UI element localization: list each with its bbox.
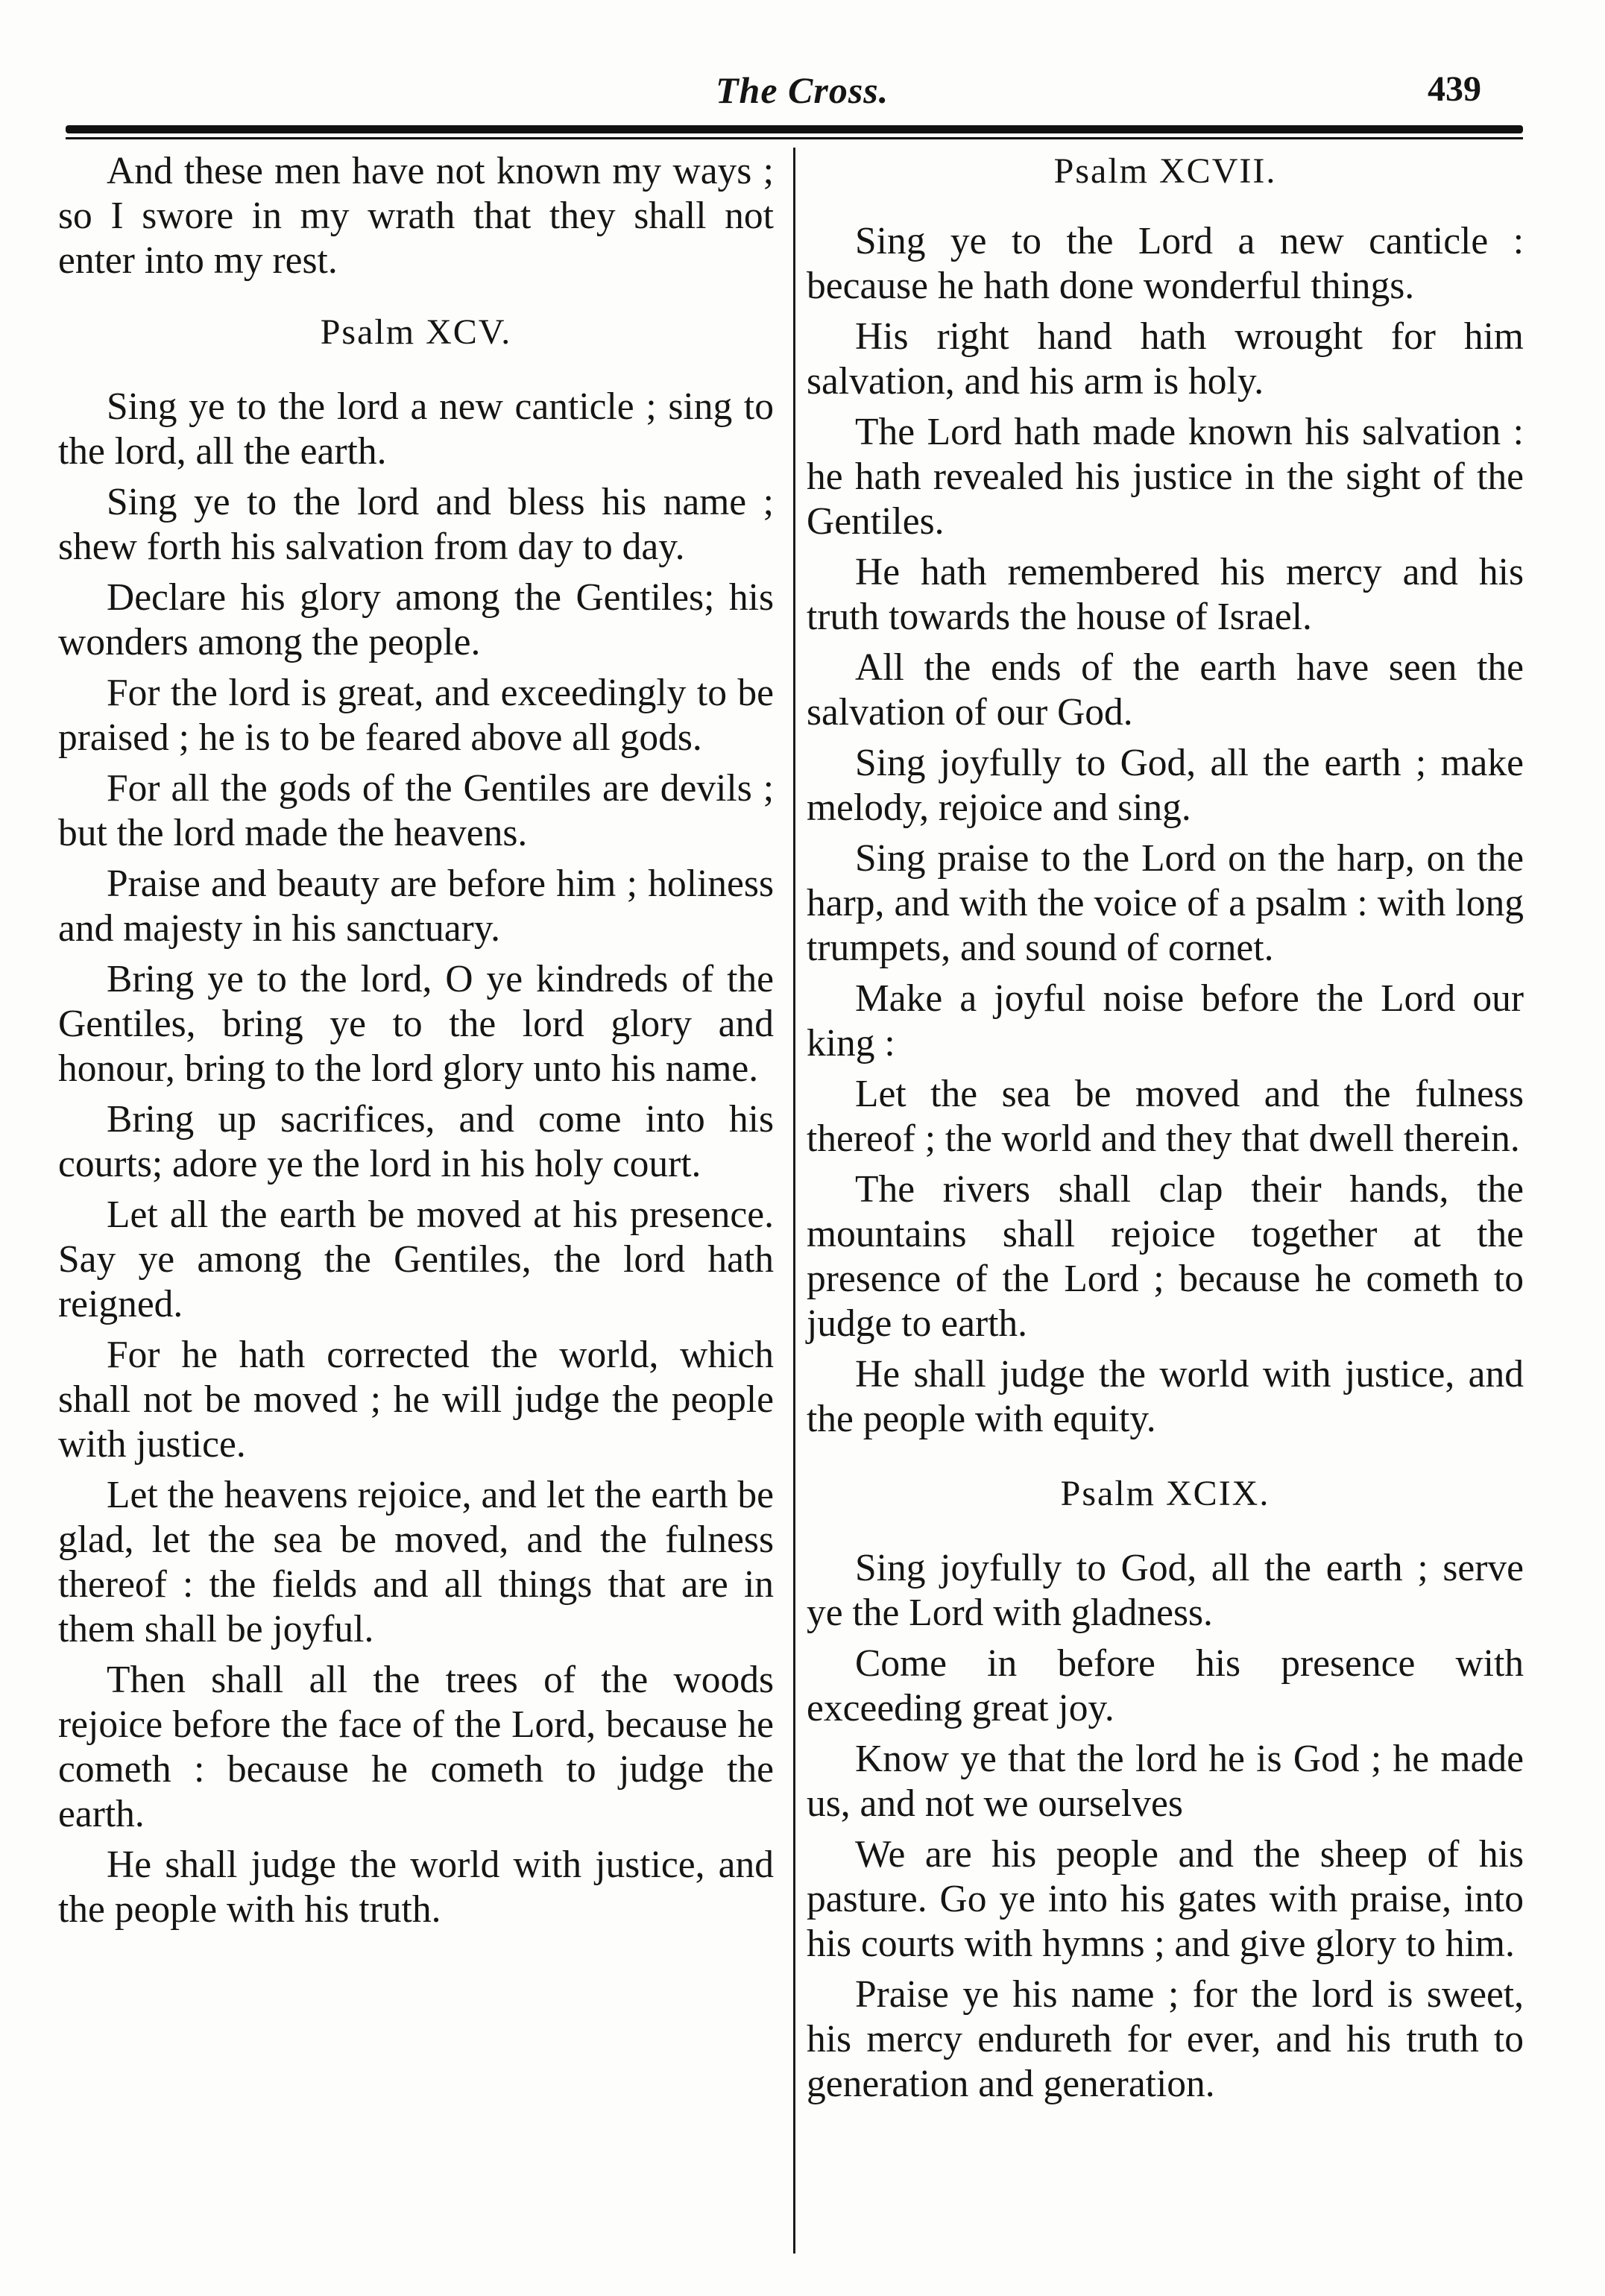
verse: His right hand hath wrought for him salvation, and his arm is holy.	[807, 315, 1524, 403]
page-number: 439	[1428, 69, 1481, 109]
verse: Praise and beauty are before him ; holiness and majesty in his sanctuary.	[58, 862, 774, 950]
verse: Sing ye to the Lord a new canticle : because he hath done wonderful things.	[807, 220, 1524, 307]
verse: Then shall all the trees of the woods rejoice before the face of the Lord, because he cometh : because he cometh to judge the earth.	[58, 1659, 774, 1835]
verse: Make a joyful noise before the Lord our king :	[807, 977, 1524, 1065]
verse: Let the heavens rejoice, and let the earth be glad, let the sea be moved, and the fulness thereof : the fields and all things that are in them shall be joyful.	[58, 1474, 774, 1650]
verse: We are his people and the sheep of his pasture. Go ye into his gates with praise, into his courts with hymns ; and give glory to him.	[807, 1833, 1524, 1965]
verse: For the lord is great, and exceedingly to be praised ; he is to be feared above all gods.	[58, 672, 774, 759]
verse: Declare his glory among the Gentiles; his wonders among the people.	[58, 576, 774, 663]
psalm-heading-xcix: Psalm XCIX.	[1060, 1474, 1270, 1513]
verse: Bring up sacrifices, and come into his courts; adore ye the lord in his holy court.	[58, 1098, 774, 1185]
right-column	[807, 149, 1524, 2113]
verse: The rivers shall clap their hands, the mountains shall rejoice together at the presence of the Lord ; because he cometh to judge to earth.	[807, 1168, 1524, 1345]
header-rule-thin	[66, 137, 1523, 139]
verse: Sing ye to the lord and bless his name ; shew forth his salvation from day to day.	[58, 481, 774, 568]
verse: For all the gods of the Gentiles are devils ; but the lord made the heavens.	[58, 767, 774, 854]
verse: Know ye that the lord he is God ; he made us, and not we ourselves	[807, 1738, 1524, 1825]
verse: Praise ye his name ; for the lord is sweet, his mercy endureth for ever, and his truth to generation and generation.	[807, 1973, 1524, 2105]
column-divider	[793, 148, 795, 2254]
verse: Sing ye to the lord a new canticle ; sing to the lord, all the earth.	[58, 385, 774, 473]
verse: He shall judge the world with justice, and the people with equity.	[807, 1353, 1524, 1440]
verse: Come in before his presence with exceeding great joy.	[807, 1642, 1524, 1729]
verse: Bring ye to the lord, O ye kindreds of the Gentiles, bring ye to the lord glory and honour, bring to the lord glory unto his name.	[58, 958, 774, 1090]
header-rule	[66, 125, 1523, 133]
verse: Sing joyfully to God, all the earth ; serve ye the Lord with gladness.	[807, 1547, 1524, 1634]
psalm-heading-xcv: Psalm XCV.	[320, 312, 512, 352]
left-column	[58, 149, 774, 1938]
verse: He shall judge the world with justice, and the people with his truth.	[58, 1844, 774, 1931]
running-header-title: The Cross.	[716, 69, 889, 111]
verse: Let the sea be moved and the fulness thereof ; the world and they that dwell therein.	[807, 1073, 1524, 1160]
verse: He hath remembered his mercy and his truth towards the house of Israel.	[807, 551, 1524, 638]
continued-paragraph: And these men have not known my ways ; so I swore in my wrath that they shall not enter into my rest.	[58, 150, 774, 282]
verse: Let all the earth be moved at his presence. Say ye among the Gentiles, the lord hath reigned.	[58, 1193, 774, 1325]
verse: Sing praise to the Lord on the harp, on the harp, and with the voice of a psalm : with long trumpets, and sound of cornet.	[807, 837, 1524, 969]
verse: The Lord hath made known his salvation : he hath revealed his justice in the sight of the Gentiles.	[807, 411, 1524, 543]
verse: For he hath corrected the world, which shall not be moved ; he will judge the people with justice.	[58, 1334, 774, 1466]
psalm-heading-xcvii: Psalm XCVII.	[1053, 151, 1277, 191]
verse: Sing joyfully to God, all the earth ; make melody, rejoice and sing.	[807, 742, 1524, 829]
verse: All the ends of the earth have seen the salvation of our God.	[807, 646, 1524, 734]
